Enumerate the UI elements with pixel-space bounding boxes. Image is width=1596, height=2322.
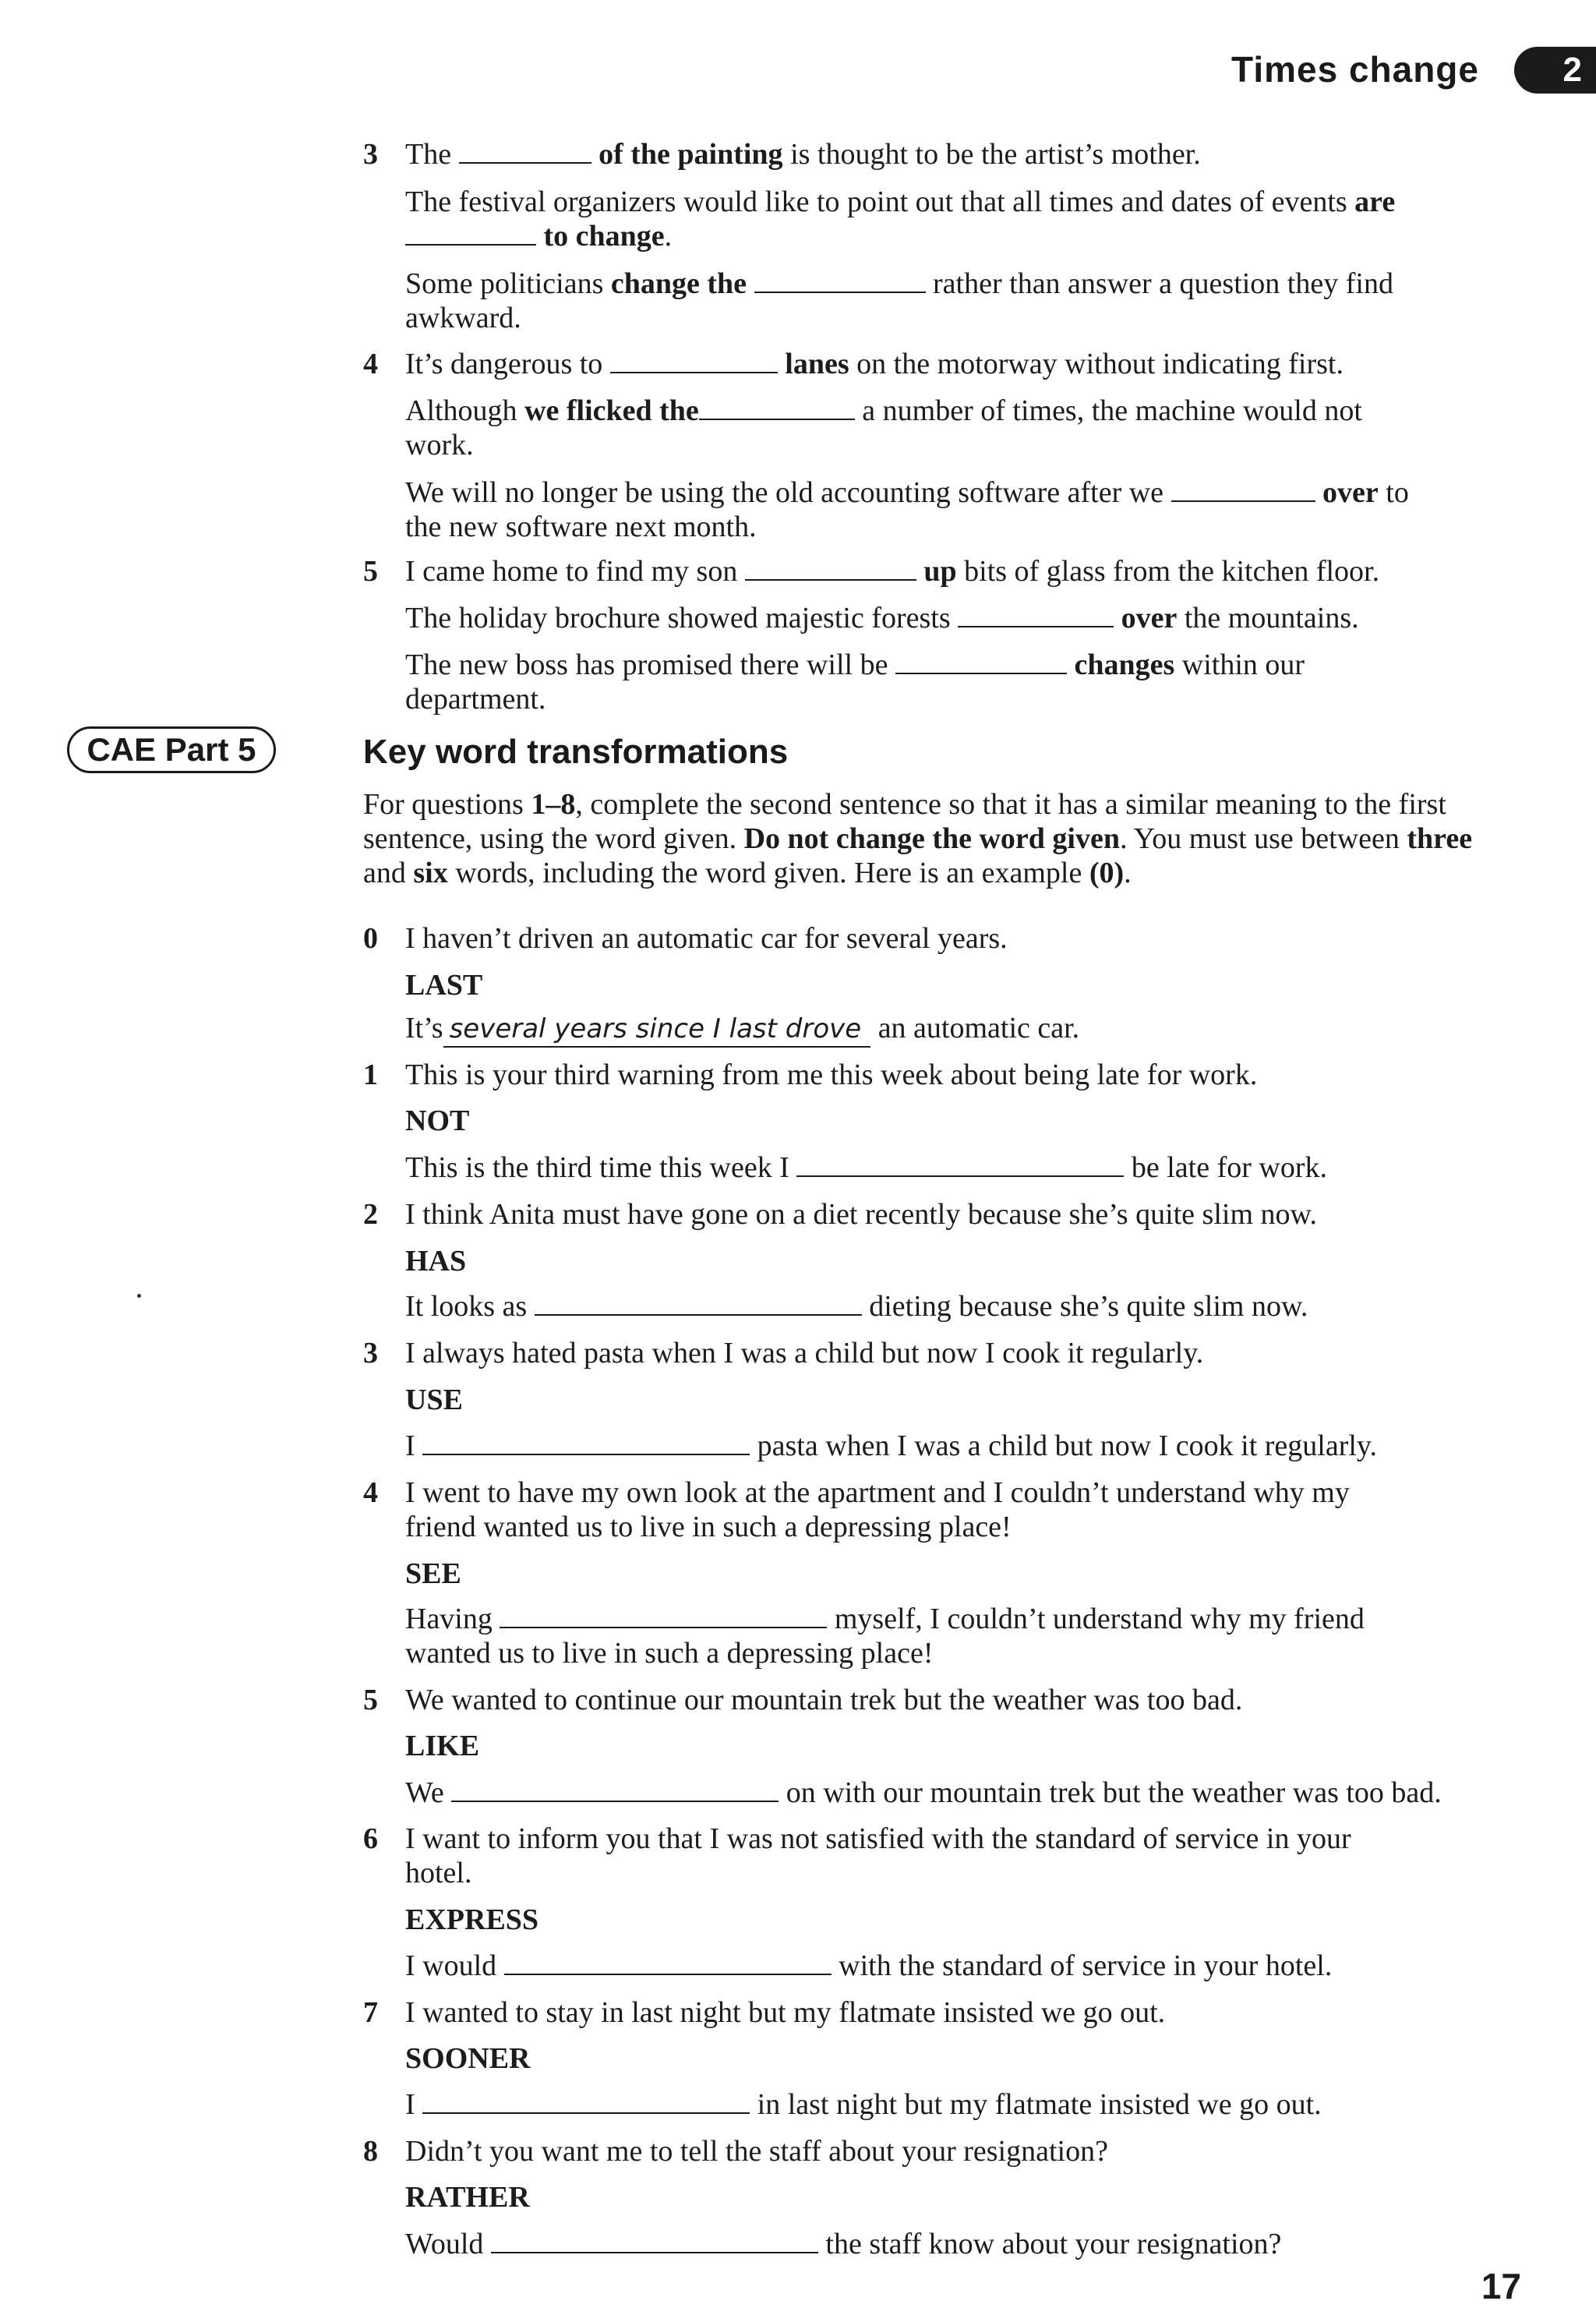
answer-line-text: in last night but my flatmate insisted we go out.	[757, 2088, 1322, 2121]
sentence-text: We will no longer be using the old accounting software after we	[405, 476, 1164, 509]
answer-line-text: Would	[405, 2228, 484, 2260]
question-number: 2	[363, 1198, 378, 1231]
answer-line-text: pasta when I was a child but now I cook it regularly.	[757, 1430, 1377, 1462]
running-header-title: Times change	[1231, 49, 1479, 90]
sentence-text: a number of times, the machine would not	[862, 394, 1362, 427]
sentence-text: the new software next month.	[405, 511, 757, 543]
keyword: RATHER	[405, 2181, 530, 2214]
key-phrase: over	[1322, 476, 1379, 509]
key-phrase: changes	[1074, 649, 1175, 681]
unit-number: 2	[1562, 51, 1582, 89]
question-sentence: I think Anita must have gone on a diet recently because she’s quite slim now.	[405, 1198, 1317, 1231]
key-phrase: of the painting	[598, 138, 783, 171]
keyword: EXPRESS	[405, 1903, 539, 1936]
question-number: 6	[363, 1822, 378, 1855]
sentence-text: on the motorway without indicating first.	[856, 348, 1344, 380]
sentence-text: bits of glass from the kitchen floor.	[964, 555, 1380, 588]
sentence-text: Some politicians	[405, 267, 604, 300]
sentence	[405, 394, 1496, 462]
sentence	[405, 601, 1496, 635]
sentence-text: The	[405, 138, 452, 171]
answer-blank[interactable]	[535, 1291, 862, 1316]
instruction-text: .	[1124, 857, 1132, 889]
question-number: 3	[363, 1337, 378, 1370]
page-number: 17	[1481, 2266, 1521, 2306]
sentence-text: Although	[405, 394, 517, 427]
answer-blank[interactable]	[754, 268, 926, 293]
question-number: 7	[363, 1996, 378, 2029]
answer-blank[interactable]	[610, 348, 778, 373]
question-number: 3	[363, 138, 378, 171]
key-phrase: lanes	[785, 348, 849, 380]
question-sentence-text: I want to inform you that I was not satisfied with the standard of service in your	[405, 1822, 1351, 1855]
sentence	[405, 185, 1496, 253]
answer-line	[405, 2087, 1496, 2122]
question-sentence: I haven’t driven an automatic car for several years.	[405, 922, 1008, 955]
instructions	[363, 787, 1509, 890]
sentence	[405, 648, 1496, 716]
answer-line-text: Having	[405, 1603, 493, 1635]
answer-blank[interactable]	[459, 139, 591, 164]
question-number: 8	[363, 2135, 378, 2168]
exam-part-badge	[67, 726, 276, 773]
sentence-text: work.	[405, 429, 474, 461]
answer-blank[interactable]	[504, 1950, 832, 1975]
answer-line-text: This is the third time this week I	[405, 1151, 789, 1184]
answer-line-text: It’s	[405, 1012, 443, 1044]
key-phrase: to change	[543, 220, 665, 253]
example-answer: several years since I last drove	[443, 1012, 871, 1048]
instruction-emphasis: three	[1407, 822, 1473, 855]
sentence-text: to	[1386, 476, 1409, 509]
answer-blank[interactable]	[422, 2089, 750, 2114]
answer-line-text: on with our mountain trek but the weather was too bad.	[786, 1776, 1442, 1809]
instruction-emphasis: six	[413, 857, 448, 889]
keyword: USE	[405, 1384, 463, 1416]
answer-blank[interactable]	[745, 556, 916, 581]
question-sentence: Didn’t you want me to tell the staff about your resignation?	[405, 2135, 1108, 2168]
keyword: HAS	[405, 1245, 467, 1278]
question-number: 1	[363, 1059, 378, 1091]
sentence-text: awkward.	[405, 302, 521, 334]
keyword: SOONER	[405, 2042, 531, 2075]
instruction-text: , complete the second sentence so that it has a similar meaning to the first sentence, using the word given.	[363, 788, 1446, 855]
answer-line-text: We	[405, 1776, 444, 1809]
instruction-emphasis: (0)	[1089, 857, 1125, 889]
question-sentence-text: friend wanted us to live in such a depressing place!	[405, 1511, 1012, 1543]
question-sentence: We wanted to continue our mountain trek but the weather was too bad.	[405, 1684, 1243, 1716]
question-number: 5	[363, 555, 378, 588]
answer-line	[405, 1011, 1496, 1048]
answer-line-text: an automatic car.	[877, 1012, 1080, 1044]
instruction-emphasis: 1–8	[531, 788, 576, 821]
section-title: Key word transformations	[363, 733, 789, 771]
answer-line	[405, 1429, 1496, 1463]
instruction-text: For questions	[363, 788, 524, 821]
answer-blank[interactable]	[1171, 477, 1315, 502]
sentence	[405, 347, 1496, 381]
question-sentence: This is your third warning from me this week about being late for work.	[405, 1059, 1258, 1091]
exam-part-label: CAE Part 5	[87, 731, 256, 768]
keyword: SEE	[405, 1557, 461, 1590]
sentence	[405, 554, 1496, 588]
unit-number-tab	[1514, 47, 1596, 94]
sentence-text: rather than answer a question they find	[933, 267, 1393, 300]
answer-blank[interactable]	[796, 1152, 1124, 1177]
key-phrase: up	[923, 555, 957, 588]
sentence-text: is thought to be the artist’s mother.	[790, 138, 1201, 171]
sentence-text: I came home to find my son	[405, 555, 738, 588]
answer-blank[interactable]	[500, 1603, 827, 1628]
sentence-text: .	[664, 220, 673, 253]
instruction-emphasis: Do not change the word given	[743, 822, 1120, 855]
answer-blank[interactable]	[451, 1777, 779, 1802]
instruction-text: and	[363, 857, 406, 889]
keyword: LIKE	[405, 1730, 480, 1762]
sentence-text: within our	[1181, 649, 1305, 681]
sentence-text: The holiday brochure showed majestic forests	[405, 602, 951, 634]
question-sentence: I wanted to stay in last night but my flatmate insisted we go out.	[405, 1996, 1166, 2029]
key-phrase: are	[1354, 186, 1396, 218]
answer-line-text: It looks as	[405, 1290, 528, 1323]
answer-line	[405, 1776, 1496, 1810]
instruction-text: . You must use between	[1120, 822, 1400, 855]
answer-blank[interactable]	[958, 603, 1114, 627]
answer-line-text: wanted us to live in such a depressing place!	[405, 1637, 934, 1670]
answer-blank[interactable]	[895, 649, 1067, 674]
sentence	[405, 137, 1496, 171]
stray-mark	[137, 1294, 141, 1298]
answer-blank[interactable]	[699, 395, 855, 420]
answer-line-text: I	[405, 1430, 415, 1462]
question-number: 0	[363, 922, 378, 955]
answer-line-text: the staff know about your resignation?	[825, 2228, 1282, 2260]
answer-line	[405, 1289, 1496, 1324]
instruction-text: words, including the word given. Here is an example	[455, 857, 1082, 889]
question-sentence	[405, 1476, 1496, 1544]
question-number: 4	[363, 1476, 378, 1509]
question-sentence	[405, 1822, 1496, 1890]
keyword: LAST	[405, 969, 483, 1002]
answer-line-text: with the standard of service in your hotel.	[839, 1949, 1333, 1982]
key-phrase: change the	[610, 267, 747, 300]
answer-blank[interactable]	[422, 1430, 750, 1455]
key-phrase: we flicked the	[524, 394, 699, 427]
key-phrase: over	[1121, 602, 1178, 634]
answer-line-text: myself, I couldn’t understand why my friend	[834, 1603, 1365, 1635]
sentence	[405, 475, 1496, 544]
answer-line-text: I	[405, 2088, 415, 2121]
sentence-text: The festival organizers would like to point out that all times and dates of events	[405, 186, 1347, 218]
sentence-text: the mountains.	[1184, 602, 1359, 634]
answer-line	[405, 1602, 1496, 1670]
answer-blank[interactable]	[491, 2228, 818, 2253]
question-sentence-text: I went to have my own look at the apartment and I couldn’t understand why my	[405, 1476, 1350, 1509]
sentence-text: It’s dangerous to	[405, 348, 603, 380]
answer-line	[405, 1949, 1496, 1983]
question-sentence: I always hated pasta when I was a child but now I cook it regularly.	[405, 1337, 1204, 1370]
answer-line	[405, 1150, 1496, 1185]
sentence	[405, 267, 1496, 335]
answer-blank[interactable]	[405, 221, 536, 246]
question-sentence-text: hotel.	[405, 1857, 472, 1889]
answer-line-text: be late for work.	[1131, 1151, 1327, 1184]
answer-line-text: I would	[405, 1949, 497, 1982]
sentence-text: department.	[405, 683, 546, 716]
sentence-text: The new boss has promised there will be	[405, 649, 888, 681]
question-number: 5	[363, 1684, 378, 1716]
keyword: NOT	[405, 1104, 470, 1137]
answer-line-text: dieting because she’s quite slim now.	[869, 1290, 1308, 1323]
answer-line	[405, 2227, 1496, 2261]
question-number: 4	[363, 348, 378, 380]
